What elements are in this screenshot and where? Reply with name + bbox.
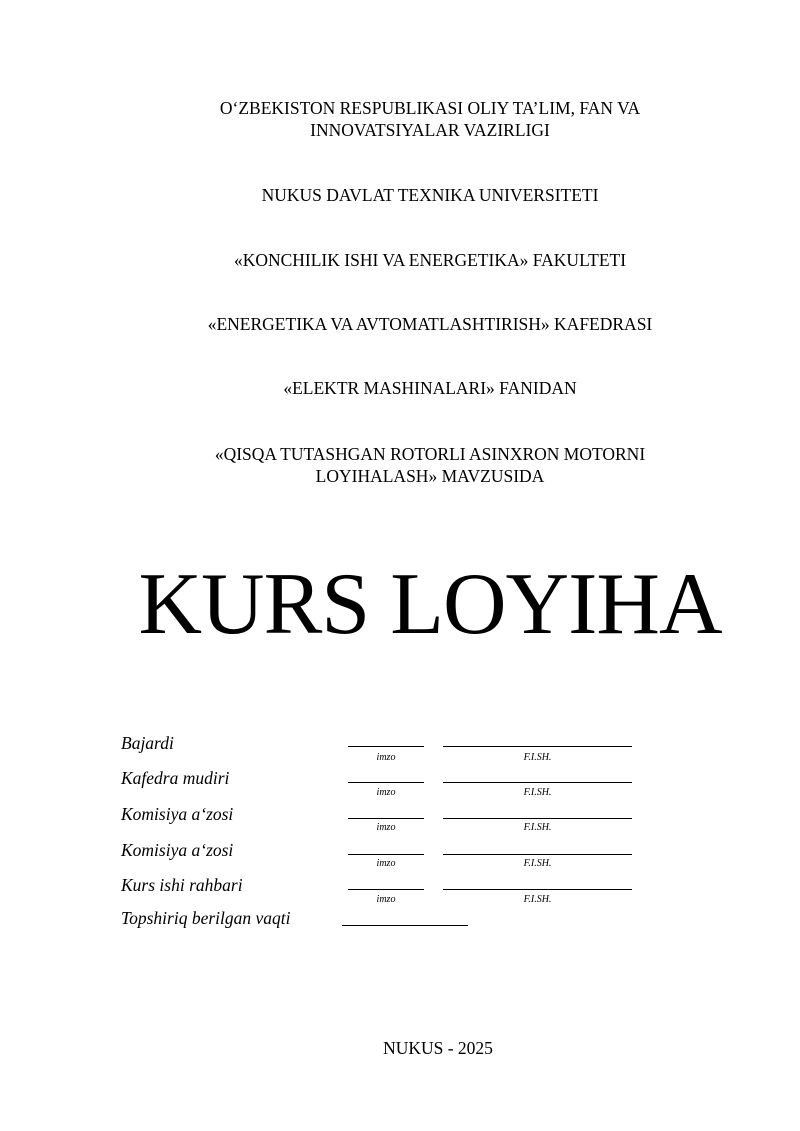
name-line bbox=[443, 782, 632, 783]
signature-label: Komisiya a‘zosi bbox=[121, 804, 234, 824]
department-heading: «ENERGETIKA VA AVTOMATLASHTIRISH» KAFEDRASI bbox=[207, 314, 653, 334]
signature-label: Komisiya a‘zosi bbox=[121, 840, 234, 860]
name-caption: F.I.SH. bbox=[523, 894, 552, 905]
topic-line-1: «QISQA TUTASHGAN ROTORLI ASINXRON MOTORNI bbox=[214, 444, 646, 464]
name-caption: F.I.SH. bbox=[523, 787, 552, 798]
date-line bbox=[342, 925, 468, 926]
signature-caption: imzo bbox=[376, 822, 396, 833]
signature-caption: imzo bbox=[376, 787, 396, 798]
university-heading: NUKUS DAVLAT TEXNIKA UNIVERSITETI bbox=[261, 185, 599, 205]
name-line bbox=[443, 889, 632, 890]
name-line bbox=[443, 818, 632, 819]
signature-label: Kurs ishi rahbari bbox=[121, 875, 243, 895]
subject-heading: «ELEKTR MASHINALARI» FANIDAN bbox=[283, 378, 577, 398]
signature-line bbox=[348, 854, 424, 855]
date-label: Topshiriq berilgan vaqti bbox=[121, 908, 291, 928]
ministry-heading bbox=[0, 97, 800, 141]
ministry-line-2: INNOVATSIYALAR VAZIRLIGI bbox=[310, 120, 550, 140]
signature-label: Bajardi bbox=[121, 733, 174, 753]
name-caption: F.I.SH. bbox=[523, 858, 552, 869]
name-caption: F.I.SH. bbox=[523, 752, 552, 763]
document-title: KURS LOYIHA bbox=[138, 556, 722, 653]
signature-caption: imzo bbox=[376, 894, 396, 905]
faculty-heading: «KONCHILIK ISHI VA ENERGETIKA» FAKULTETI bbox=[233, 250, 627, 270]
signature-line bbox=[348, 889, 424, 890]
signature-caption: imzo bbox=[376, 752, 396, 763]
signature-line bbox=[348, 746, 424, 747]
ministry-line-1: O‘ZBEKISTON RESPUBLIKASI OLIY TA’LIM, FAN VA bbox=[219, 98, 641, 118]
topic-heading bbox=[0, 443, 800, 487]
signature-label: Kafedra mudiri bbox=[121, 768, 230, 788]
name-line bbox=[443, 854, 632, 855]
footer-city-year: NUKUS - 2025 bbox=[383, 1038, 493, 1058]
topic-line-2: LOYIHALASH» MAVZUSIDA bbox=[315, 466, 545, 486]
signature-caption: imzo bbox=[376, 858, 396, 869]
signature-line bbox=[348, 782, 424, 783]
name-line bbox=[443, 746, 632, 747]
signature-line bbox=[348, 818, 424, 819]
name-caption: F.I.SH. bbox=[523, 822, 552, 833]
